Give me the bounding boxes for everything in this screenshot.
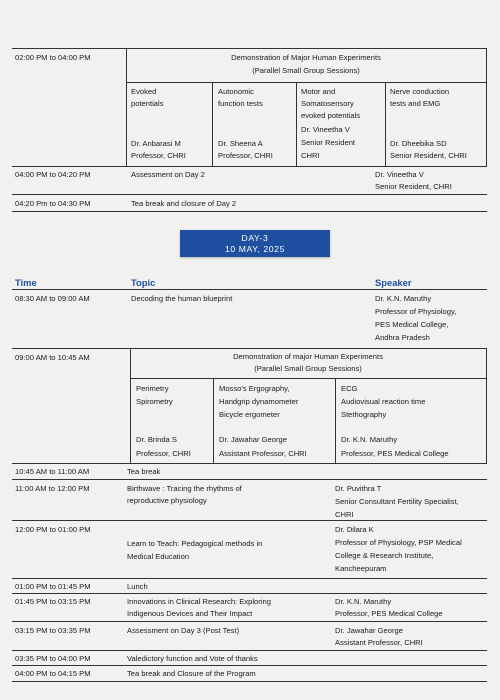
speaker-cell: CHRI	[335, 510, 354, 519]
session-topic: ECG	[341, 384, 358, 393]
session-topic: Perimetry	[136, 384, 169, 393]
session-speaker: Dr. K.N. Maruthy	[341, 435, 398, 444]
session-topic: Audiovisual reaction time	[341, 397, 426, 406]
topic-cell: Tea break	[127, 467, 161, 476]
session-speaker: Professor, CHRI	[131, 151, 186, 160]
session-speaker: Senior Resident	[301, 138, 356, 147]
session-topic: Autonomic	[218, 87, 254, 96]
speaker-cell: Professor, PES Medical College	[335, 609, 443, 618]
topic-cell: Learn to Teach: Pedagogical methods in	[127, 539, 263, 548]
session-speaker: Dr. Anbarasi M	[131, 139, 181, 148]
time-cell: 04:00 PM to 04:20 PM	[15, 170, 91, 179]
rule	[12, 593, 487, 594]
rule	[12, 194, 487, 195]
session-topic: Stethography	[341, 410, 387, 419]
session-topic: Evoked	[131, 87, 157, 96]
day-banner	[180, 230, 330, 257]
session-speaker: Dr. Sheena A	[218, 139, 263, 148]
time-cell: 09:00 AM to 10:45 AM	[15, 353, 90, 362]
day-date: 10 MAY, 2025	[225, 244, 285, 254]
topic-cell: reproductive physiology	[127, 496, 207, 505]
speaker-cell: Senior Consultant Fertility Specialist,	[335, 497, 459, 506]
rule	[385, 82, 386, 166]
topic-cell: Lunch	[127, 582, 148, 591]
rule	[12, 520, 487, 521]
session-speaker: Dr. Jawahar George	[219, 435, 287, 444]
time-cell: 04:20 Pm to 04:30 PM	[15, 199, 91, 208]
session-speaker: Professor, PES Medical College	[341, 449, 449, 458]
rule	[12, 665, 487, 666]
header-time: Time	[15, 277, 37, 288]
time-cell: 08:30 AM to 09:00 AM	[15, 294, 90, 303]
rule	[12, 621, 487, 622]
time-cell: 01:00 PM to 01:45 PM	[15, 582, 91, 591]
session-speaker: Assistant Professor, CHRI	[219, 449, 307, 458]
topic-cell: Indigenous Devices and Their Impact	[127, 609, 253, 618]
topic-cell: Tea break and closure of Day 2	[131, 199, 237, 208]
rule	[296, 82, 297, 166]
speaker-cell: Assistant Professor, CHRI	[335, 638, 423, 647]
rule	[335, 378, 336, 463]
topic-cell: Assessment on Day 2	[131, 170, 205, 179]
speaker-cell: Dr. Puvithra T	[335, 484, 382, 493]
session-topic: Motor and	[301, 87, 336, 96]
time-cell: 10:45 AM to 11:00 AM	[15, 467, 90, 476]
demo-subtitle: (Parallel Small Group Sessions)	[254, 364, 362, 373]
session-topic: Spirometry	[136, 397, 173, 406]
speaker-cell: Dr. Dilara K	[335, 525, 374, 534]
time-cell: 02:00 PM to 04:00 PM	[15, 53, 91, 62]
speaker-cell: Dr. Jawahar George	[335, 626, 403, 635]
session-speaker: Dr. Brinda S	[136, 435, 177, 444]
speaker-cell: Professor of Physiology, PSP Medical	[335, 538, 462, 547]
session-topic: tests and EMG	[390, 99, 441, 108]
time-cell: 04:00 PM to 04:15 PM	[15, 669, 91, 678]
rule	[12, 479, 487, 480]
speaker-cell: Dr. K.N. Maruthy	[335, 597, 392, 606]
rule	[486, 348, 487, 463]
session-topic: function tests	[218, 99, 263, 108]
session-speaker: Professor, CHRI	[136, 449, 191, 458]
rule	[12, 348, 487, 349]
speaker-cell: Andhra Pradesh	[375, 333, 430, 342]
speaker-cell: Senior Resident, CHRI	[375, 182, 452, 191]
rule	[12, 463, 487, 464]
rule	[12, 681, 487, 682]
rule	[486, 48, 487, 166]
rule	[130, 378, 487, 379]
time-cell: 03:15 PM to 03:35 PM	[15, 626, 91, 635]
day-label: DAY-3	[241, 233, 269, 243]
topic-cell: Assessment on Day 3 (Post Test)	[127, 626, 240, 635]
topic-cell: Medical Education	[127, 552, 190, 561]
time-cell: 03:35 PM to 04:00 PM	[15, 654, 91, 663]
demo-title: Demonstration of major Human Experiments	[233, 352, 383, 361]
rule	[12, 289, 487, 290]
session-speaker: Dr. Vineetha V	[301, 125, 350, 134]
header-speaker: Speaker	[375, 277, 412, 288]
speaker-cell: Kancheepuram	[335, 564, 387, 573]
topic-cell: Tea break and Closure of the Program	[127, 669, 256, 678]
header-topic: Topic	[131, 277, 156, 288]
topic-cell: Valedictory function and Vote of thanks	[127, 654, 258, 663]
rule	[12, 166, 487, 167]
session-topic: Somatosensory	[301, 99, 354, 108]
time-cell: 01:45 PM to 03:15 PM	[15, 597, 91, 606]
time-cell: 12:00 PM to 01:00 PM	[15, 525, 91, 534]
rule	[213, 378, 214, 463]
session-speaker: Professor, CHRI	[218, 151, 273, 160]
session-topic: Bicycle ergometer	[219, 410, 280, 419]
topic-cell: Innovations in Clinical Research: Exploring	[127, 597, 271, 606]
rule	[12, 578, 487, 579]
demo-subtitle: (Parallel Small Group Sessions)	[252, 66, 360, 75]
speaker-cell: College & Research Institute,	[335, 551, 434, 560]
rule	[12, 650, 487, 651]
session-speaker: Dr. Dheebika SD	[390, 139, 447, 148]
rule	[126, 82, 487, 83]
rule	[12, 48, 487, 49]
speaker-cell: Dr. Vineetha V	[375, 170, 424, 179]
rule	[12, 211, 487, 212]
topic-cell: Birthwave : Tracing the rhythms of	[127, 484, 242, 493]
session-topic: Mosso's Ergography,	[219, 384, 290, 393]
session-topic: Handgrip dynamometer	[219, 397, 299, 406]
session-speaker: Senior Resident, CHRI	[390, 151, 467, 160]
speaker-cell: PES Medical College,	[375, 320, 449, 329]
session-topic: Nerve conduction	[390, 87, 450, 96]
demo-title: Demonstration of Major Human Experiments	[231, 53, 381, 62]
session-topic: evoked potentials	[301, 111, 361, 120]
time-cell: 11:00 AM to 12:00 PM	[15, 484, 90, 493]
session-topic: potentials	[131, 99, 164, 108]
session-speaker: CHRI	[301, 151, 320, 160]
rule	[212, 82, 213, 166]
topic-cell: Decoding the human blueprint	[131, 294, 233, 303]
speaker-cell: Dr. K.N. Maruthy	[375, 294, 432, 303]
speaker-cell: Professor of Physiology,	[375, 307, 457, 316]
